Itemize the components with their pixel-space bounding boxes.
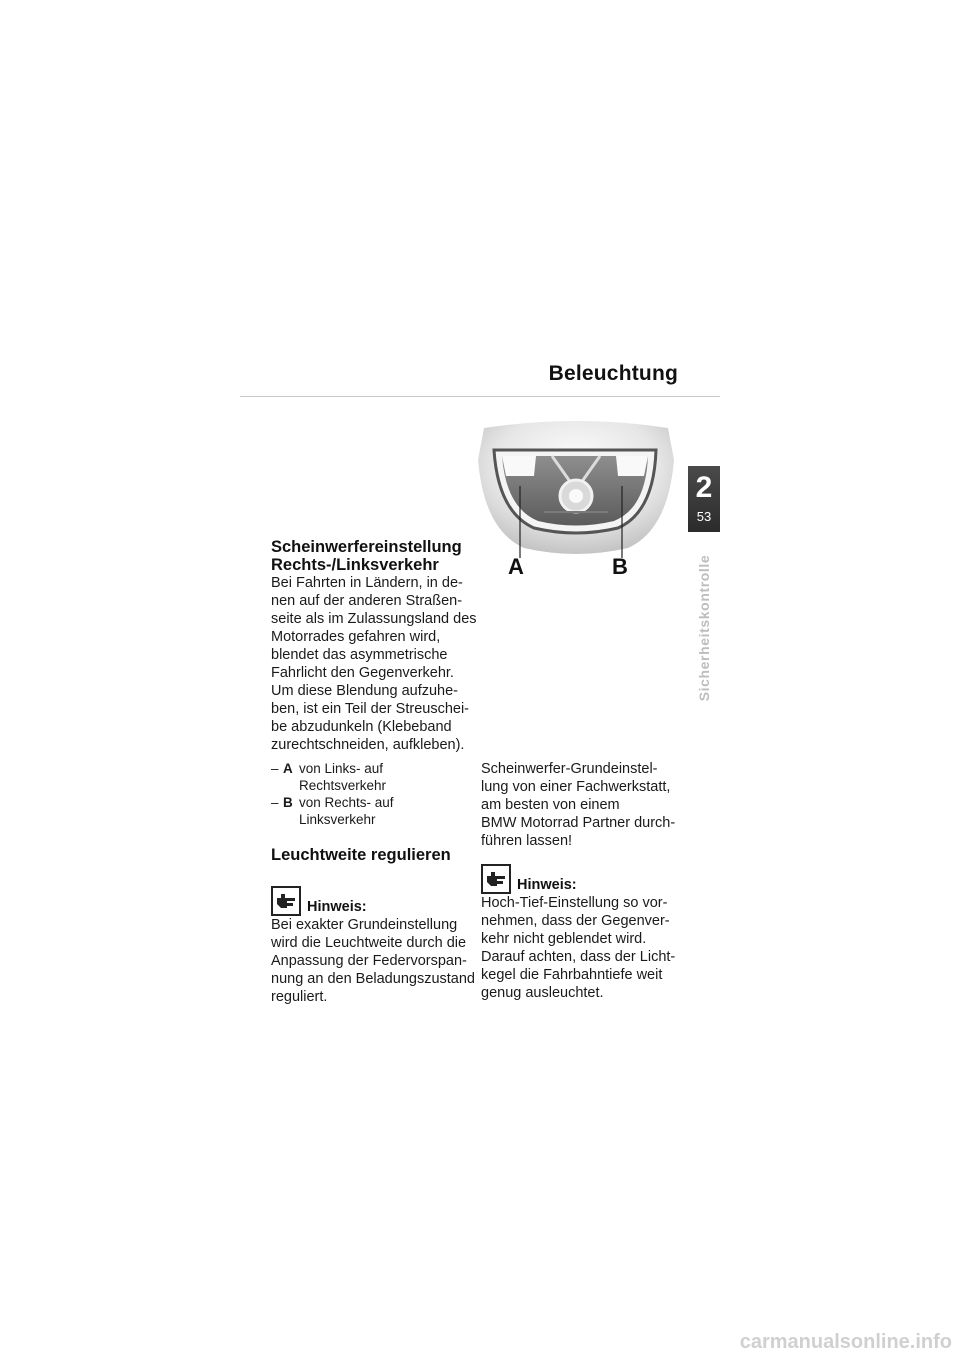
section-beam-range — [271, 846, 476, 1006]
section1-heading-line2: Rechts-/Linksverkehr — [271, 556, 439, 574]
note-line: Anpassung der Federvorspan- — [271, 953, 467, 969]
note-hand-icon — [271, 886, 301, 916]
section1-heading-line1: Scheinwerfereinstellung — [271, 538, 462, 556]
adjustment-list — [271, 760, 476, 828]
list-line: von Links- auf — [299, 761, 384, 776]
body-line: Bei Fahrten in Ländern, in de- — [271, 575, 463, 591]
chapter-tab — [688, 466, 720, 532]
right-column-intro — [481, 760, 686, 850]
note-line: genug ausleuchtet. — [481, 985, 604, 1001]
list-item — [271, 760, 476, 794]
list-line: Linksverkehr — [299, 812, 376, 827]
note-label: Hinweis: — [517, 877, 577, 893]
page-title: Beleuchtung — [548, 362, 678, 385]
body-line: seite als im Zulassungsland des — [271, 611, 477, 627]
chapter-number: 2 — [695, 471, 713, 504]
note-header — [481, 864, 686, 894]
header-rule — [240, 396, 720, 397]
list-dash: – — [271, 761, 279, 776]
body-line: Motorrades gefahren wird, — [271, 629, 441, 645]
note-line: kehr nicht geblendet wird. — [481, 931, 647, 947]
watermark: carmanualsonline.info — [739, 1331, 952, 1353]
body-line: Um diese Blendung aufzuhe- — [271, 683, 459, 699]
intro-line: Scheinwerfer-Grundeinstel- — [481, 761, 658, 777]
note-line: Darauf achten, dass der Licht- — [481, 949, 676, 965]
list-item — [271, 794, 476, 828]
list-line: Rechtsverkehr — [299, 778, 387, 793]
note-line: Hoch-Tief-Einstellung so vor- — [481, 895, 668, 911]
section-side-label: Sicherheitskontrolle — [696, 554, 712, 702]
figure-label-b: B — [612, 554, 628, 579]
note-line: Bei exakter Grundeinstellung — [271, 917, 458, 933]
section2-note-text — [271, 916, 486, 1006]
note-line: nehmen, dass der Gegenver- — [481, 913, 670, 929]
headlight-figure — [478, 420, 674, 590]
note-line: kegel die Fahrbahntiefe weit — [481, 967, 663, 983]
right-column-note — [481, 864, 686, 1002]
intro-line: führen lassen! — [481, 833, 573, 849]
body-line: Fahrlicht den Gegenverkehr. — [271, 665, 454, 681]
list-key: B — [283, 795, 293, 810]
note-label: Hinweis: — [307, 899, 367, 915]
section2-heading: Leuchtweite regulieren — [271, 846, 451, 864]
right-note-text — [481, 894, 686, 1002]
intro-line: am besten von einem — [481, 797, 620, 813]
body-line: be abzudunkeln (Klebeband — [271, 719, 452, 735]
list-key: A — [283, 761, 293, 776]
section-headlight-adjustment — [271, 538, 476, 754]
note-line: wird die Leuchtweite durch die — [271, 935, 467, 951]
list-dash: – — [271, 795, 279, 810]
note-line: nung an den Beladungszustand — [271, 971, 475, 987]
body-line: ben, ist ein Teil der Streuschei- — [271, 701, 470, 717]
page-number: 53 — [696, 509, 712, 524]
intro-line: BMW Motorrad Partner durch- — [481, 815, 676, 831]
body-line: zurechtschneiden, aufkleben). — [271, 737, 465, 753]
section1-body — [271, 574, 486, 754]
note-hand-icon — [481, 864, 511, 894]
body-line: blendet das asymmetrische — [271, 647, 448, 663]
body-line: nen auf der anderen Straßen- — [271, 593, 463, 609]
note-header — [271, 886, 476, 916]
note-line: reguliert. — [271, 989, 328, 1005]
figure-label-a: A — [508, 554, 524, 579]
intro-line: lung von einer Fachwerkstatt, — [481, 779, 671, 795]
list-line: von Rechts- auf — [299, 795, 394, 810]
